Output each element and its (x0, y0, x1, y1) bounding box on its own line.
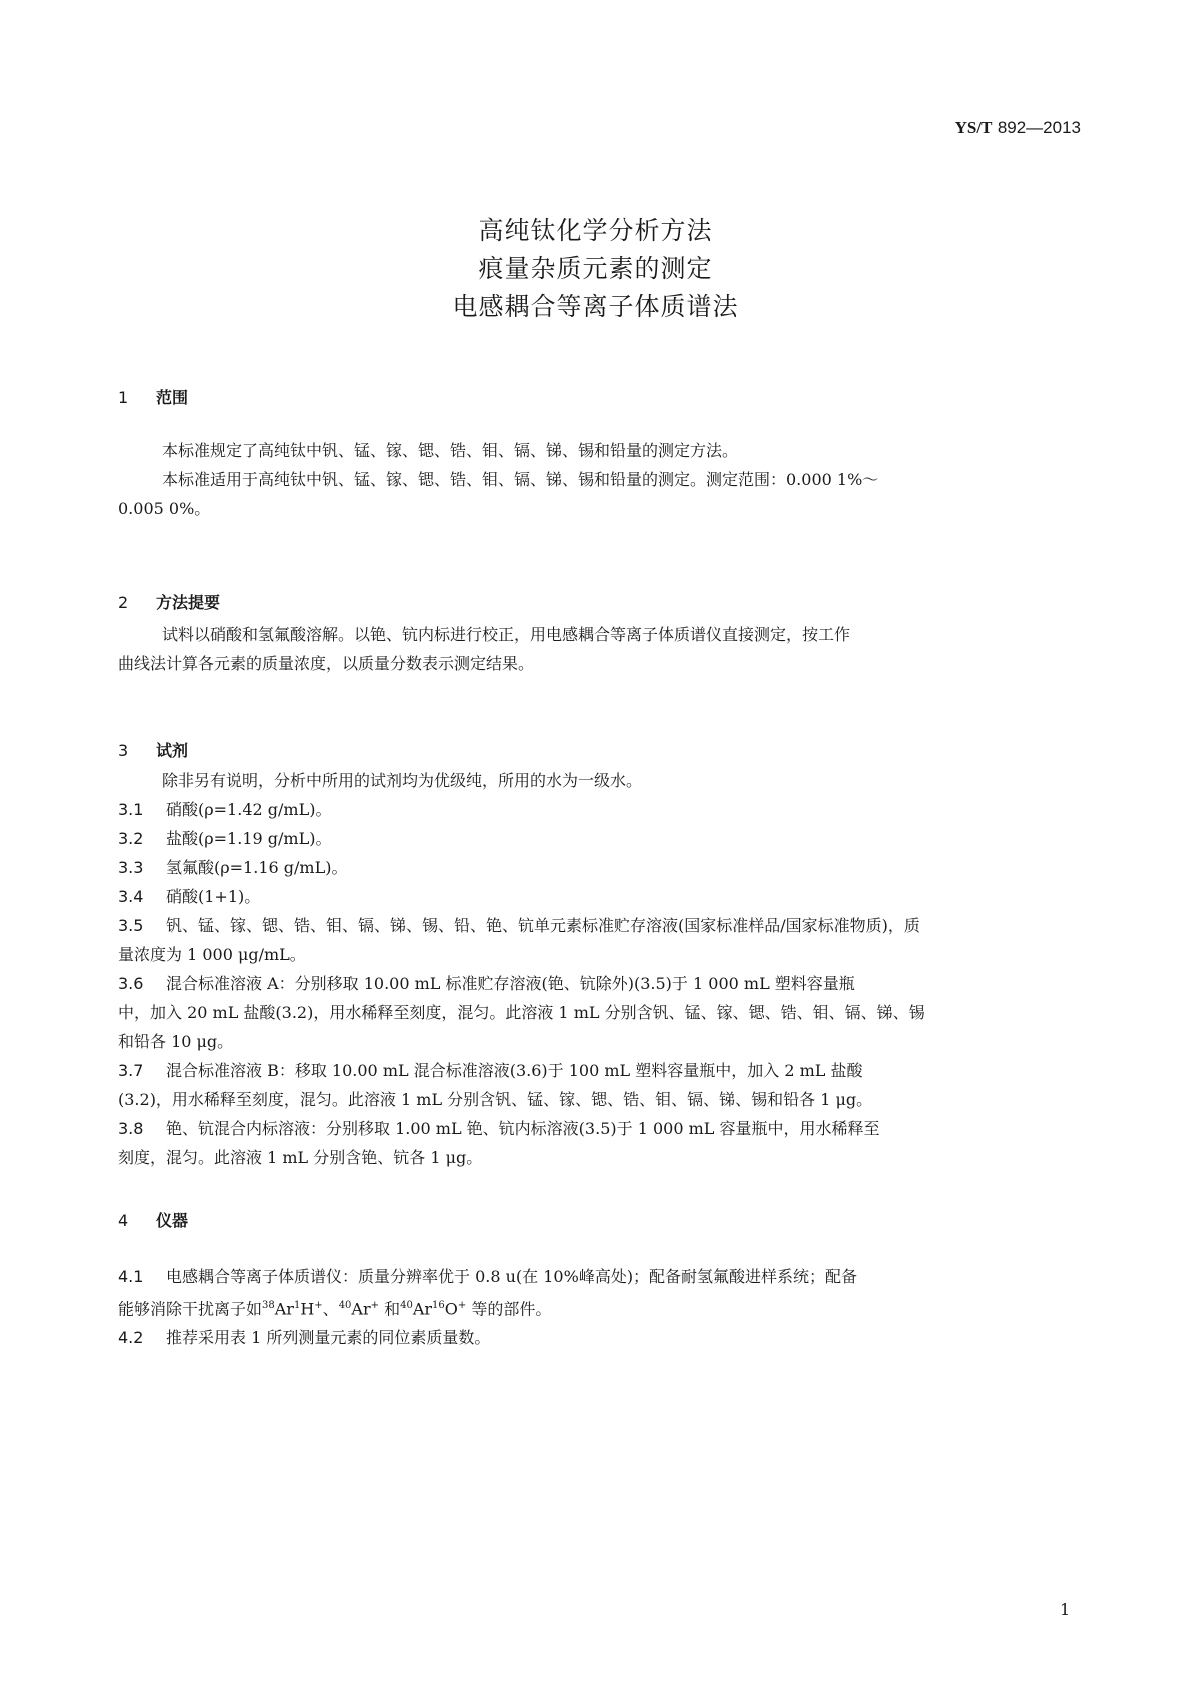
section-title: 范围 (156, 388, 189, 407)
section-3-body (118, 766, 1068, 1172)
clause-text: 混合标准溶液 A：分别移取 10.00 mL 标准贮存溶液(铯、钪除外)(3.5)于 1 000 mL 塑料容量瓶 (166, 974, 855, 993)
paragraph: 本标准适用于高纯钛中钒、锰、镓、锶、锆、钼、镉、锑、锡和铅量的测定。测定范围：0.000 1%～ (162, 470, 879, 489)
clause-text: 盐酸(ρ=1.19 g/mL)。 (166, 829, 332, 848)
standard-code (955, 118, 1081, 138)
clause-number: 3.6 (118, 974, 144, 993)
clause-3-8 (118, 1114, 1068, 1143)
page-number: 1 (1060, 1600, 1071, 1619)
clause-text: 钒、锰、镓、锶、锆、钼、镉、锑、锡、铅、铯、钪单元素标准贮存溶液(国家标准样品/国家标准物质)，质 (166, 916, 920, 935)
clause-number: 3.7 (118, 1061, 144, 1080)
title-line-1: 高纯钛化学分析方法 (478, 216, 713, 245)
clause-text: 硝酸(1+1)。 (166, 887, 261, 906)
clause-text: 氢氟酸(ρ=1.16 g/mL)。 (166, 858, 348, 877)
clause-text: 铯、钪混合内标溶液：分别移取 1.00 mL 铯、钪内标溶液(3.5)于 1 000 mL 容量瓶中，用水稀释至 (166, 1119, 880, 1138)
paragraph: 除非另有说明，分析中所用的试剂均为优级纯，所用的水为一级水。 (162, 771, 643, 790)
clause-3-2 (118, 824, 1068, 853)
section-heading-4 (118, 1208, 188, 1231)
clause-number: 3.5 (118, 916, 144, 935)
section-4-body (118, 1262, 1068, 1352)
clause-text: 电感耦合等离子体质谱仪：质量分辨率优于 0.8 u(在 10%峰高处)；配备耐氢氟酸进样系统；配备 (166, 1267, 858, 1286)
document-title (0, 212, 1191, 326)
clause-number: 4.1 (118, 1267, 144, 1286)
section-2-body (118, 620, 1068, 678)
clause-continuation: (3.2)，用水稀释至刻度，混匀。此溶液 1 mL 分别含钒、锰、镓、锶、锆、钼、镉、锑、锡和铅各 1 μg。 (118, 1090, 873, 1109)
clause-number: 3.3 (118, 858, 144, 877)
clause-text: 混合标准溶液 B：移取 10.00 mL 混合标准溶液(3.6)于 100 mL 塑料容量瓶中，加入 2 mL 盐酸 (166, 1061, 863, 1080)
clause-number: 3.4 (118, 887, 144, 906)
paragraph-continuation: 0.005 0%。 (118, 499, 211, 518)
section-number: 1 (118, 388, 129, 407)
clause-continuation: 和铅各 10 μg。 (118, 1032, 234, 1051)
section-title: 试剂 (156, 741, 189, 760)
clause-number: 3.2 (118, 829, 144, 848)
clause-continuation: 刻度，混匀。此溶液 1 mL 分别含铯、钪各 1 μg。 (118, 1148, 483, 1167)
section-heading-3 (118, 738, 188, 761)
section-number: 2 (118, 593, 129, 612)
code-prefix: YS/T (954, 118, 993, 137)
clause-3-5 (118, 911, 1068, 940)
clause-text: 推荐采用表 1 所列测量元素的同位素质量数。 (166, 1328, 491, 1348)
paragraph: 本标准规定了高纯钛中钒、锰、镓、锶、锆、钼、镉、锑、锡和铅量的测定方法。 (162, 441, 739, 460)
clause-3-1 (118, 795, 1068, 824)
section-title: 仪器 (156, 1211, 189, 1230)
clause-text: 硝酸(ρ=1.42 g/mL)。 (166, 800, 332, 819)
section-number: 3 (118, 741, 129, 760)
clause-continuation: 中，加入 20 mL 盐酸(3.2)，用水稀释至刻度，混匀。此溶液 1 mL 分别含钒、锰、镓、锶、锆、钼、镉、锑、锡 (118, 1003, 925, 1022)
section-number: 4 (118, 1211, 129, 1230)
clause-number: 3.1 (118, 800, 144, 819)
clause-3-7 (118, 1056, 1068, 1085)
paragraph: 试料以硝酸和氢氟酸溶解。以铯、钪内标进行校正，用电感耦合等离子体质谱仪直接测定，按工作 (162, 625, 851, 644)
clause-continuation: 能够消除干扰离子如$^{38}$Ar$^1$H+、$^{40}$Ar+ 和$^{40}$Ar$^{16}$O+ 等的部件。 (118, 1299, 552, 1319)
clause-number: 3.8 (118, 1119, 144, 1138)
clause-3-4 (118, 882, 1068, 911)
clause-text: 能够消除干扰离子如 (118, 1299, 263, 1319)
clause-continuation: 量浓度为 1 000 μg/mL。 (118, 945, 306, 964)
clause-4-2 (118, 1323, 1068, 1352)
title-line-2: 痕量杂质元素的测定 (478, 254, 713, 283)
clause-4-1 (118, 1262, 1068, 1291)
clause-text: 等的部件。 (471, 1299, 552, 1319)
paragraph-continuation: 曲线法计算各元素的质量浓度，以质量分数表示测定结果。 (118, 654, 535, 673)
section-1-body (118, 436, 1068, 523)
title-line-3: 电感耦合等离子体质谱法 (452, 292, 739, 321)
section-title: 方法提要 (156, 593, 221, 612)
clause-3-6 (118, 969, 1068, 998)
section-heading-2 (118, 590, 220, 613)
code-number: 892—2013 (997, 118, 1081, 137)
clause-3-3 (118, 853, 1068, 882)
clause-number: 4.2 (118, 1328, 144, 1348)
section-heading-1 (118, 385, 188, 408)
